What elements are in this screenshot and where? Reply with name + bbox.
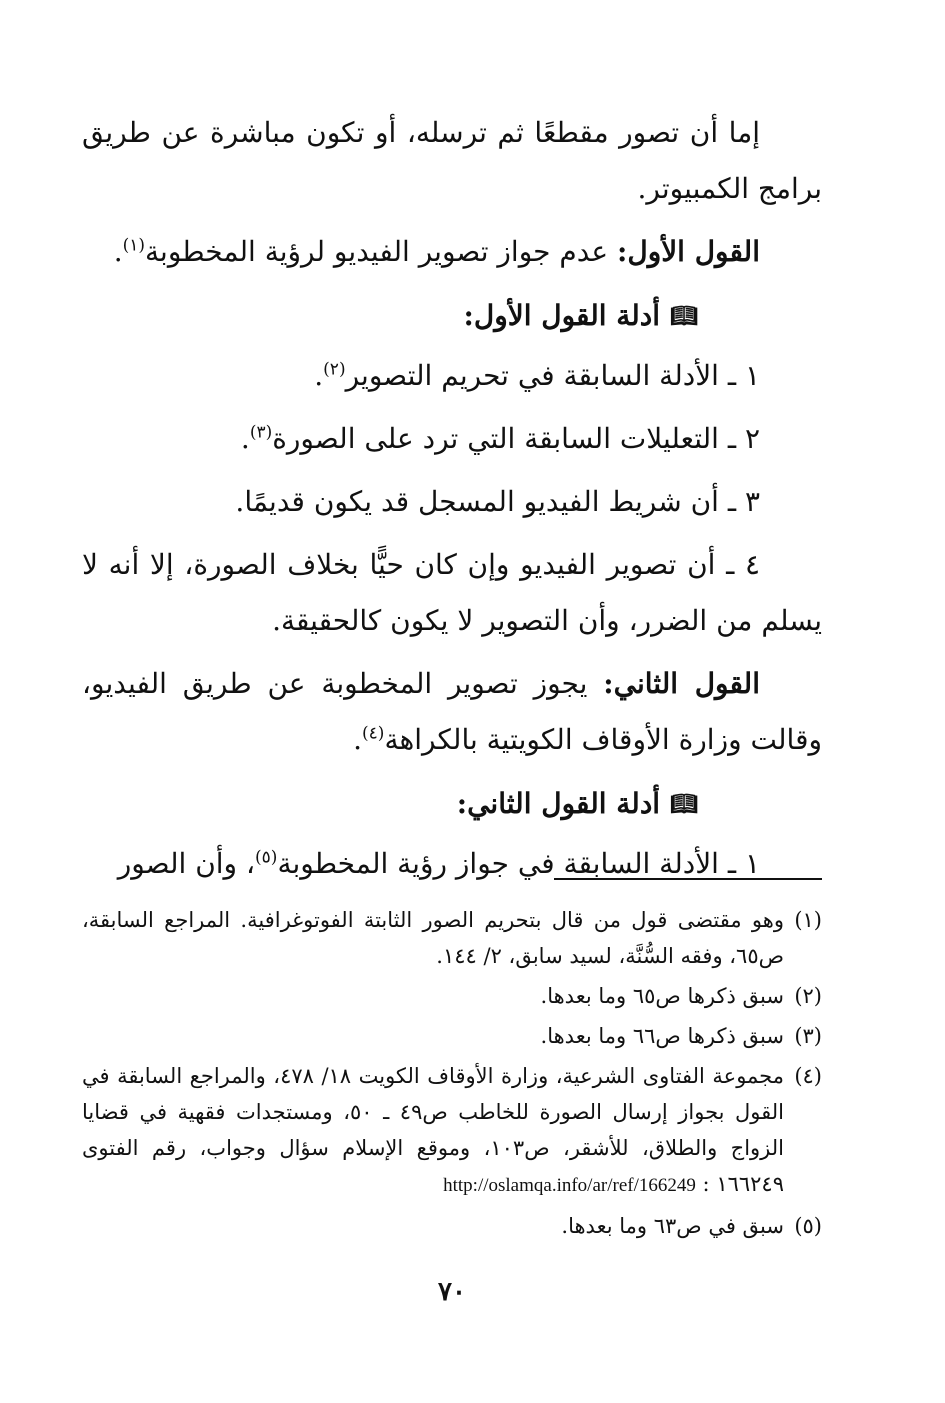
footnote-number: (٢) (794, 984, 822, 1008)
footnote-item (82, 1058, 822, 1204)
footnote-number: (٤) (794, 1064, 822, 1088)
footnote-number: (١) (794, 908, 822, 932)
footnote-ref-4[interactable]: (٤) (362, 723, 385, 744)
footnote-number: (٣) (794, 1024, 822, 1048)
first-opinion-end: . (113, 235, 123, 268)
second-opinion-text: يجوز تصوير المخطوبة عن طريق الفيديو، وقالت وزارة الأوقاف الكويتية بالكراهة (82, 667, 822, 756)
footnote-text: سبق ذكرها ص٦٥ وما بعدها. (540, 984, 784, 1008)
paragraph-intro-text: إما أن تصور مقطعًا ثم ترسله، أو تكون مباشرة عن طريق برامج الكمبيوتر. (82, 116, 822, 205)
first-opinion-text: عدم جواز تصوير الفيديو لرؤية المخطوبة (145, 235, 618, 268)
footnote-body (82, 1058, 784, 1204)
first-evidence-item (82, 474, 822, 530)
second-evidence-item-text: ١ ـ الأدلة السابقة في جواز رؤية المخطوبة (277, 847, 760, 880)
second-evidence-item-end: ، وأن الصور (117, 847, 256, 880)
footnotes (82, 902, 822, 1248)
footnote-text: سبق في ص٦٣ وما بعدها. (561, 1214, 784, 1238)
footnote-ref-1[interactable]: (١) (122, 235, 146, 256)
second-evidence-item (82, 836, 822, 892)
footnote-number: (٥) (794, 1214, 822, 1238)
footnote-item (82, 902, 822, 974)
second-opinion-end: . (353, 723, 363, 756)
second-evidence-heading (82, 776, 822, 832)
footnote-item (82, 978, 822, 1014)
main-text (82, 105, 822, 892)
second-opinion (82, 656, 822, 768)
footnote-divider (554, 878, 822, 880)
footnote-text: وهو مقتضى قول من قال بتحريم الصور الثابتة الفوتوغرافية. المراجع السابقة، ص٦٥، وفقه السُّنَّة، لسيد سابق، ٢/ ١٤٤. (82, 908, 784, 968)
first-evidence-item-end: . (314, 359, 324, 392)
second-evidence-heading-text: أدلة القول الثاني: (456, 787, 661, 820)
first-evidence-heading-text: أدلة القول الأول: (463, 299, 661, 332)
page (82, 105, 822, 1335)
footnote-item (82, 1208, 822, 1244)
book-icon: 📖︎ (670, 791, 698, 817)
first-opinion-label: القول الأول: (617, 235, 760, 268)
first-opinion (82, 224, 822, 280)
first-evidence-item-end: . (240, 422, 250, 455)
footnote-ref-5[interactable]: (٥) (255, 847, 278, 868)
first-evidence-item (82, 348, 822, 404)
first-evidence-item-text: ٣ ـ أن شريط الفيديو المسجل قد يكون قديمًا. (235, 485, 760, 518)
first-evidence-item-text: ٢ ـ التعليلات السابقة التي ترد على الصورة (272, 422, 760, 455)
book-icon: 📖︎ (670, 303, 698, 329)
paragraph-intro (82, 105, 822, 217)
footnote-text: سبق ذكرها ص٦٦ وما بعدها. (540, 1024, 784, 1048)
first-evidence-item-text: ٤ ـ أن تصوير الفيديو وإن كان حيًّا بخلاف الصورة، إلا أنه لا يسلم من الضرر، وأن التصوير لا يكون كالحقيقة. (82, 548, 822, 637)
page-number: ٧٠ (438, 1277, 466, 1307)
second-opinion-label: القول الثاني: (603, 667, 760, 700)
footnote-ref-2[interactable]: (٢) (323, 359, 346, 380)
footnote-text: مجموعة الفتاوى الشرعية، وزارة الأوقاف الكويت ١٨/ ٤٧٨، والمراجع السابقة في القول بجواز إرسال الصورة للخاطب ص٤٩ ـ ٥٠، ومستجدات فقهية في قضايا الزواج والطلاق، للأشقر، ص١٠٣، وموقع الإسلام سؤال وجواب، رقم الفتوى ١٦٦٢٤٩ : (82, 1064, 785, 1196)
first-evidence-item-text: ١ ـ الأدلة السابقة في تحريم التصوير (345, 359, 760, 392)
first-evidence-item (82, 411, 822, 467)
fatwa-link[interactable]: http://oslamqa.info/ar/ref/166249 (443, 1175, 696, 1196)
footnote-ref-3[interactable]: (٣) (249, 422, 273, 443)
first-evidence-item (82, 537, 822, 649)
first-evidence-heading (82, 288, 822, 344)
footnote-item (82, 1018, 822, 1054)
